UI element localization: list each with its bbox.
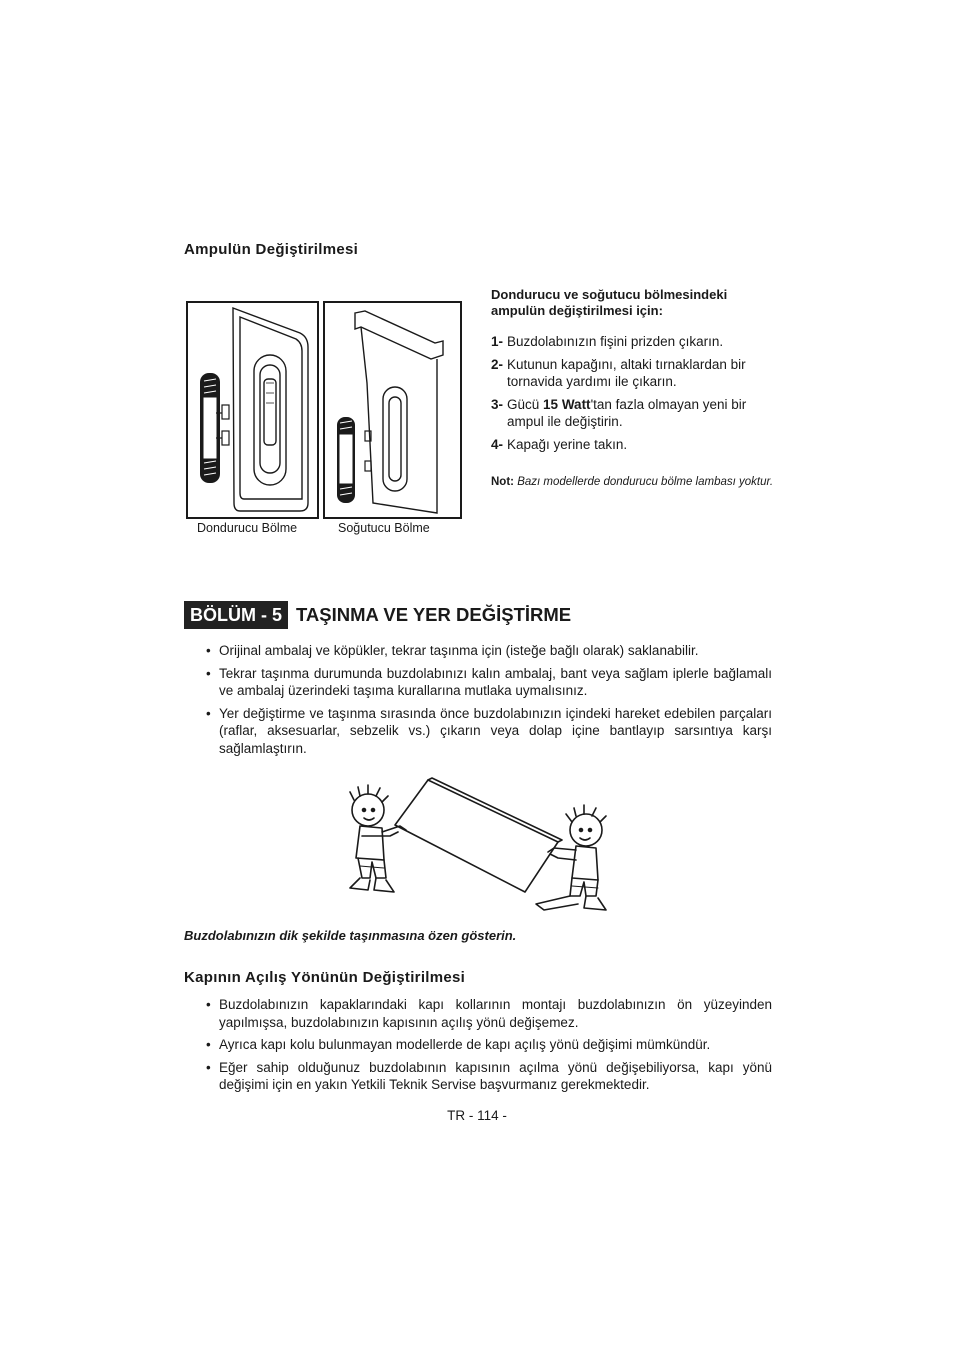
- freezer-lamp-figure: [186, 301, 319, 519]
- list-item: • Eğer sahip olduğunuz buzdolabının kapısının açılma yönü değişebiliyorsa, kapı yönü değişimi için en yakın Yetkili Teknik Servise başvurmanız gerekmektedir.: [206, 1059, 772, 1094]
- list-item: • Orijinal ambalaj ve köpükler, tekrar taşınma için (isteğe bağlı olarak) saklanabilir.: [206, 642, 772, 660]
- step-number: 4-: [491, 437, 504, 452]
- step-number: 3-: [491, 397, 504, 412]
- carrying-illustration: [340, 770, 615, 925]
- section-heading-bulb: Ampulün Değiştirilmesi: [184, 241, 359, 258]
- instruction-step: [491, 436, 781, 453]
- fridge-lamp-cover-illustration: [325, 303, 460, 517]
- chapter-heading: [184, 601, 571, 629]
- freezer-lamp-cover-illustration: [188, 303, 317, 517]
- chapter-title: TAŞINMA VE YER DEĞİŞTİRME: [296, 604, 572, 625]
- step-text-before: Gücü: [507, 397, 544, 412]
- transport-bullet-list: [206, 642, 772, 762]
- wattage-value: 15 Watt: [543, 397, 591, 412]
- step-text: Buzdolabınızın fişini prizden çıkarın.: [507, 334, 724, 349]
- instructions-heading: Dondurucu ve soğutucu bölmesindeki ampulün değiştirilmesi için:: [491, 287, 728, 318]
- fridge-lamp-figure: [323, 301, 462, 519]
- instruction-step: [491, 333, 781, 350]
- figure-caption-freezer: Dondurucu Bölme: [197, 521, 298, 535]
- step-text: Kutunun kapağını, altaki tırnaklardan bir tornavida yardımı ile çıkarın.: [507, 357, 746, 389]
- section-heading-door: Kapının Açılış Yönünün Değiştirilmesi: [184, 969, 466, 986]
- step-number: 2-: [491, 357, 504, 372]
- instruction-step: [491, 396, 781, 430]
- page-number: TR - 114 -: [447, 1108, 507, 1123]
- two-people-carrying-fridge-illustration: [340, 770, 615, 920]
- step-text: [507, 396, 781, 430]
- door-bullet-list: [206, 996, 772, 1099]
- note-label: Not:: [491, 476, 514, 488]
- list-item: • Yer değiştirme ve taşınma sırasında önce buzdolabınızın içindeki hareket edebilen parçaları (raflar, aksesuarlar, sebzelik vs.) çıkarın veya dolap içine bantlayıp sarsıntıya karşı sağlamlaştırın.: [206, 705, 772, 758]
- step-text-after: 'tan fazla olmayan yeni bir ampul ile değiştirin.: [507, 397, 747, 429]
- list-item: • Tekrar taşınma durumunda buzdolabınızı kalın ambalaj, bant veya sağlam iplerle bağlamalı ve ambalaj üzerindeki taşıma kurallarına mutlaka uymalısınız.: [206, 665, 772, 700]
- figure-caption-fridge: Soğutucu Bölme: [338, 521, 430, 535]
- note-text: Bazı modellerde dondurucu bölme lambası yoktur.: [517, 476, 774, 488]
- illustration-caption: Buzdolabınızın dik şekilde taşınmasına özen gösterin.: [184, 928, 517, 943]
- bulb-instructions: [491, 287, 781, 490]
- instruction-step: [491, 356, 781, 390]
- step-number: 1-: [491, 334, 504, 349]
- chapter-badge: BÖLÜM - 5: [184, 601, 288, 629]
- step-text: Kapağı yerine takın.: [507, 437, 628, 452]
- list-item: • Buzdolabınızın kapaklarındaki kapı kollarının montajı buzdolabınızın ön yüzeyinden yapılmışsa, buzdolabınızın kapısının açılış yönü değişemez.: [206, 996, 772, 1031]
- note: [491, 475, 781, 490]
- list-item: • Ayrıca kapı kolu bulunmayan modellerde de kapı açılış yönü değişimi mümkündür.: [206, 1036, 772, 1054]
